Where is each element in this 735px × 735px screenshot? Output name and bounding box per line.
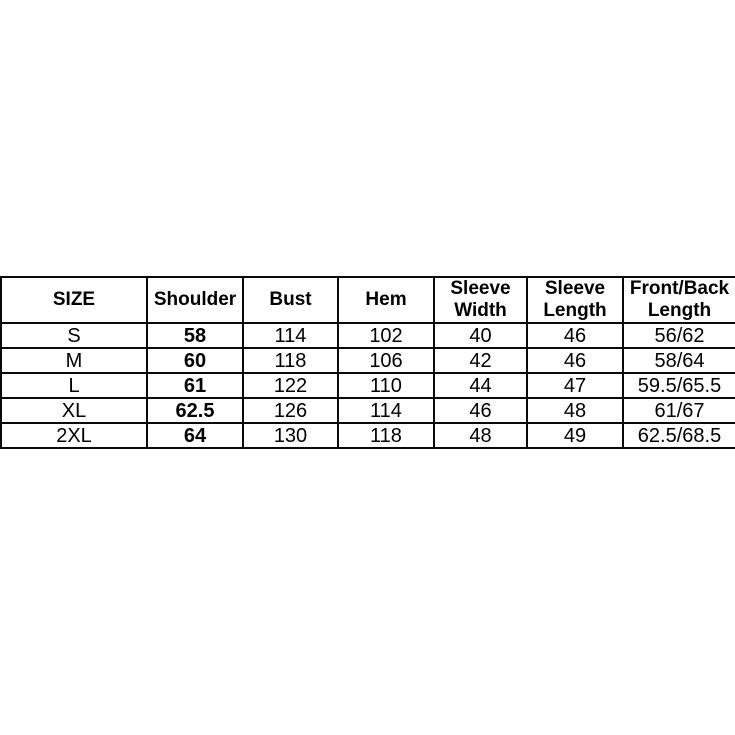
cell-front-back-length: 62.5/68.5 (623, 423, 735, 448)
cell-hem: 106 (338, 348, 434, 373)
table-row-m (1, 348, 735, 373)
cell-front-back-length: 59.5/65.5 (623, 373, 735, 398)
cell-sleeve-length: 46 (527, 348, 623, 373)
column-header-hem: Hem (338, 277, 434, 323)
cell-sleeve-width: 42 (434, 348, 527, 373)
column-header-size: SIZE (1, 277, 147, 323)
column-header-sleeve-width: Sleeve Width (434, 277, 527, 323)
table-row-xl (1, 398, 735, 423)
column-header-sleeve-length: Sleeve Length (527, 277, 623, 323)
cell-shoulder: 64 (147, 423, 243, 448)
column-header-front-back-length: Front/Back Length (623, 277, 735, 323)
cell-shoulder: 61 (147, 373, 243, 398)
cell-bust: 126 (243, 398, 338, 423)
cell-hem: 118 (338, 423, 434, 448)
table-row-s (1, 323, 735, 348)
table-row-l (1, 373, 735, 398)
cell-size: XL (1, 398, 147, 423)
cell-sleeve-length: 48 (527, 398, 623, 423)
cell-size: 2XL (1, 423, 147, 448)
cell-front-back-length: 61/67 (623, 398, 735, 423)
cell-front-back-length: 56/62 (623, 323, 735, 348)
cell-hem: 102 (338, 323, 434, 348)
cell-hem: 114 (338, 398, 434, 423)
table-row-2xl (1, 423, 735, 448)
column-header-shoulder: Shoulder (147, 277, 243, 323)
cell-hem: 110 (338, 373, 434, 398)
header-row (1, 277, 735, 323)
cell-sleeve-width: 48 (434, 423, 527, 448)
cell-shoulder: 62.5 (147, 398, 243, 423)
cell-sleeve-length: 47 (527, 373, 623, 398)
cell-sleeve-width: 40 (434, 323, 527, 348)
cell-sleeve-length: 49 (527, 423, 623, 448)
cell-bust: 130 (243, 423, 338, 448)
cell-sleeve-width: 46 (434, 398, 527, 423)
cell-bust: 114 (243, 323, 338, 348)
cell-front-back-length: 58/64 (623, 348, 735, 373)
cell-size: L (1, 373, 147, 398)
cell-bust: 118 (243, 348, 338, 373)
cell-shoulder: 58 (147, 323, 243, 348)
cell-sleeve-width: 44 (434, 373, 527, 398)
cell-size: S (1, 323, 147, 348)
size-chart-table (0, 276, 735, 449)
cell-sleeve-length: 46 (527, 323, 623, 348)
column-header-bust: Bust (243, 277, 338, 323)
cell-bust: 122 (243, 373, 338, 398)
cell-size: M (1, 348, 147, 373)
cell-shoulder: 60 (147, 348, 243, 373)
